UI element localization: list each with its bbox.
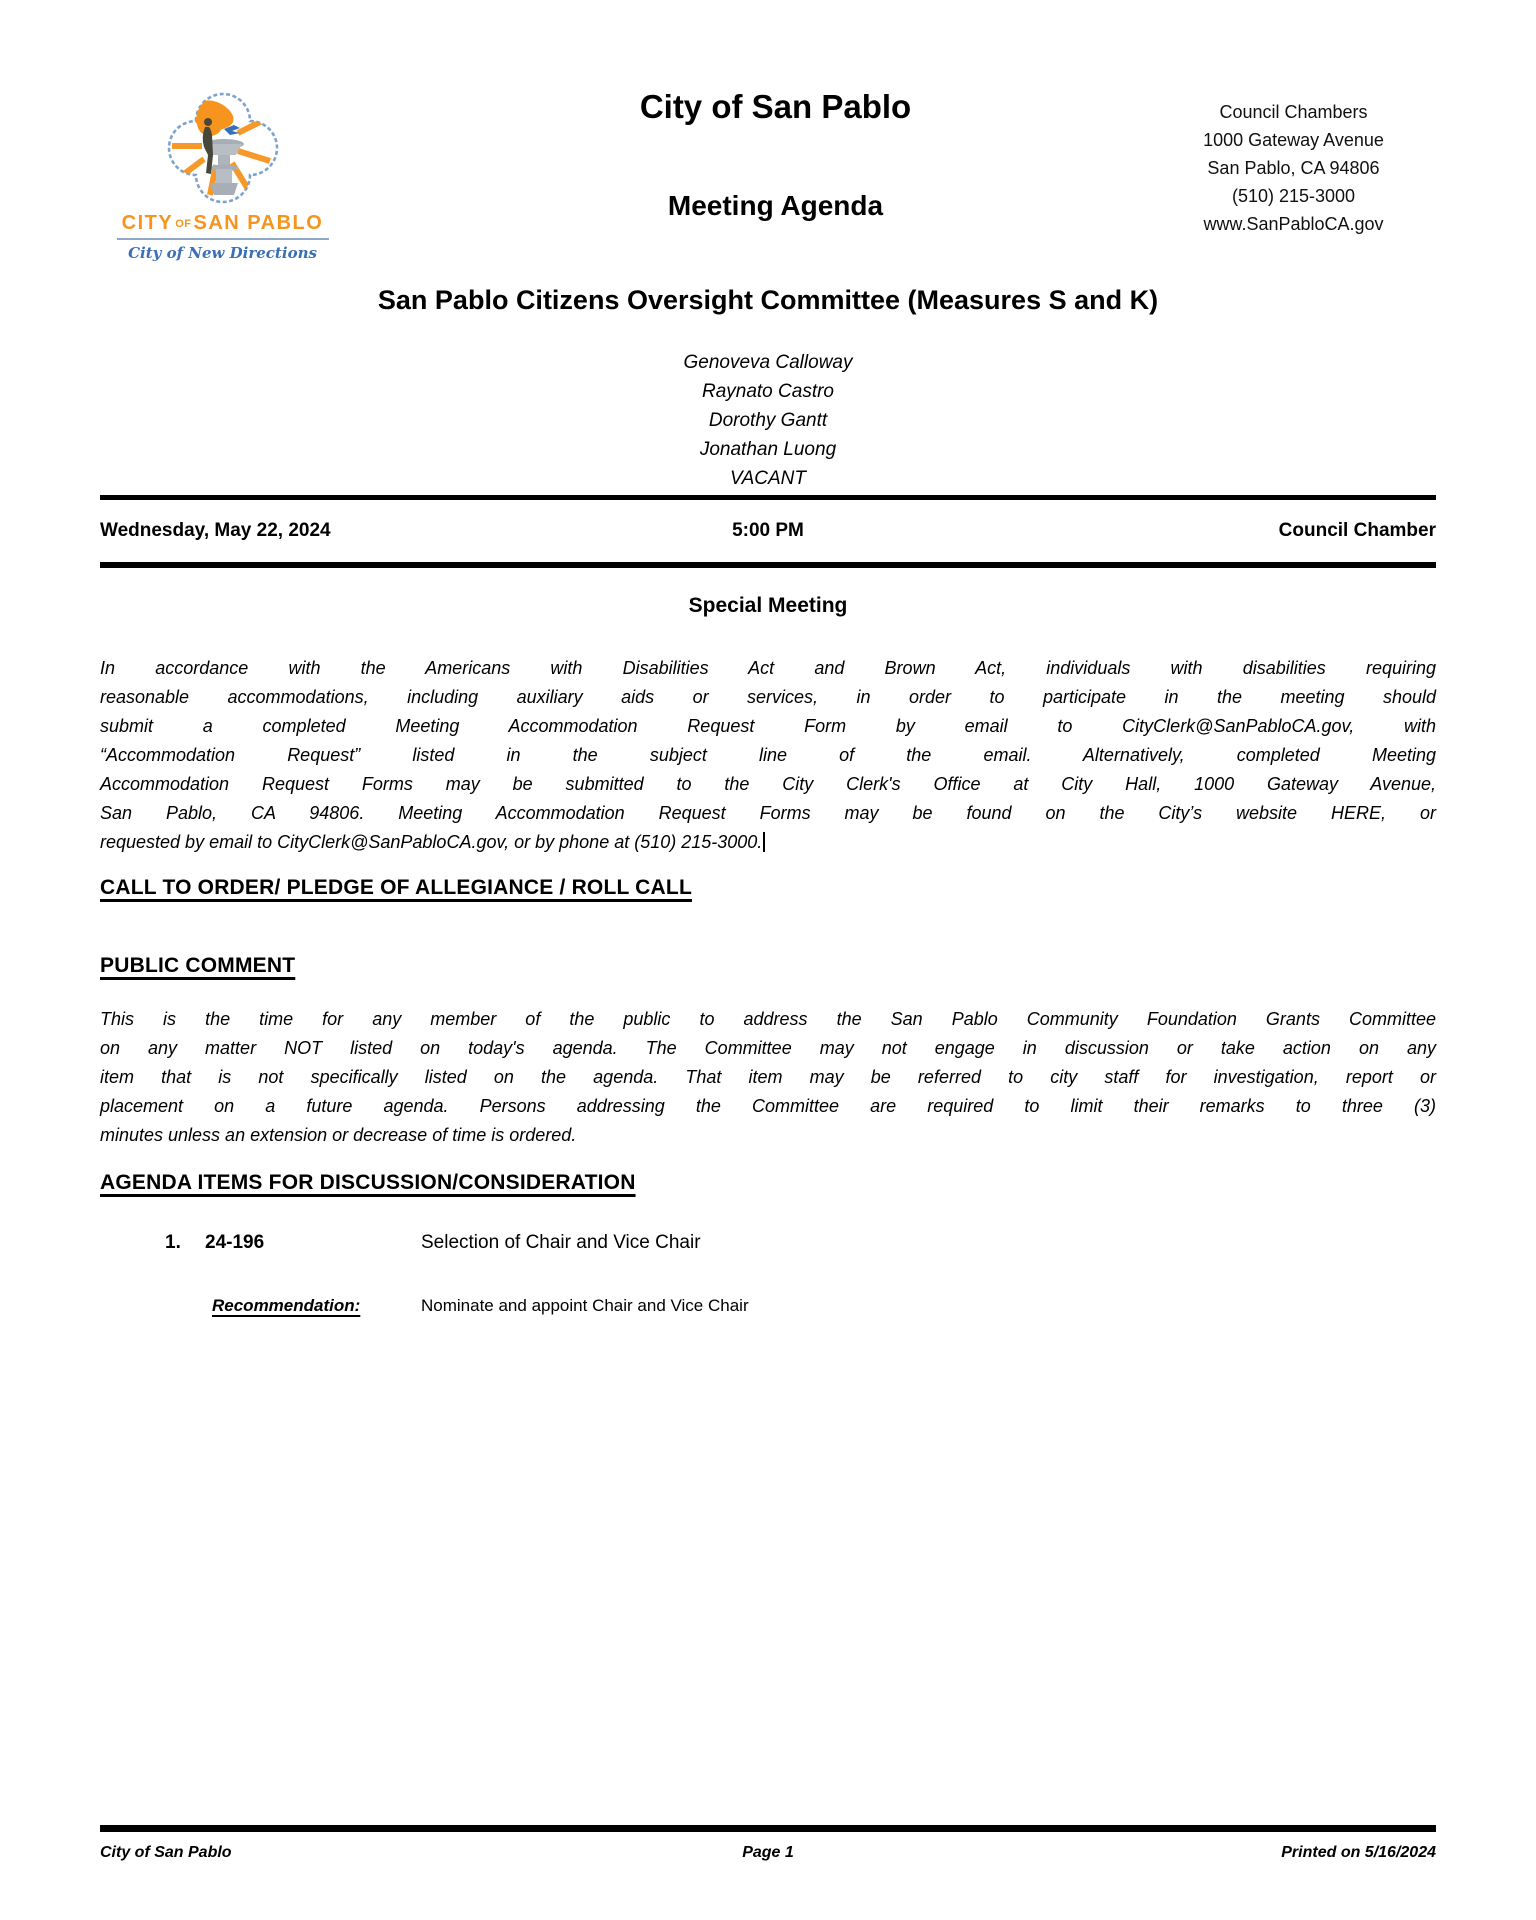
ada-notice-line: submit a completed Meeting Accommodation Request Form by email to CityClerk@SanPabloCA.gov, with [100, 716, 1436, 736]
recommendation-label: Recommendation: [212, 1296, 361, 1315]
agenda-item [100, 1232, 1436, 1254]
agenda-item-file-id[interactable]: 24-196 [205, 1232, 265, 1253]
venue-line: San Pablo, CA 94806 [1207, 158, 1380, 178]
ada-notice-line-text: requested by email to CityClerk@SanPabloCA.gov, or by phone at (510) 215-3000. [100, 832, 763, 852]
committee-member: Jonathan Luong [699, 439, 837, 460]
recommendation-text: Nominate and appoint Chair and Vice Chair [421, 1296, 749, 1315]
meeting-date: Wednesday, May 22, 2024 [100, 520, 331, 541]
section-public-comment: PUBLIC COMMENT [100, 954, 296, 977]
public-comment-text [100, 1005, 1436, 1150]
logo-wordmark [100, 212, 345, 235]
meeting-location: Council Chamber [1278, 520, 1436, 541]
header-titles [400, 88, 1151, 262]
section-call-to-order: CALL TO ORDER/ PLEDGE OF ALLEGIANCE / ROLL CALL [100, 876, 692, 899]
committee-member: Dorothy Gantt [708, 410, 828, 431]
venue-line: www.SanPabloCA.gov [1203, 214, 1384, 234]
divider-footer [100, 1825, 1436, 1832]
public-comment-line: on any matter NOT listed on today's agenda. The Committee may not engage in discussion or take action on any [100, 1038, 1436, 1058]
ada-notice-line: In accordance with the Americans with Disabilities Act and Brown Act, individuals with disabilities requiring [100, 658, 1436, 678]
footer-page-number: Page 1 [742, 1844, 794, 1861]
document-footer [100, 1825, 1436, 1862]
city-logo [100, 88, 345, 262]
ada-notice [100, 654, 1436, 857]
logo-word-of: OF [175, 218, 192, 230]
agenda-item-number: 1. [165, 1232, 181, 1253]
section-agenda-items: AGENDA ITEMS FOR DISCUSSION/CONSIDERATION [100, 1171, 636, 1194]
ada-notice-line: Accommodation Request Forms may be submitted to the City Clerk's Office at City Hall, 1000 Gateway Avenue, [100, 774, 1436, 794]
committee-member: Raynato Castro [701, 381, 834, 402]
committee-member: Genoveva Calloway [683, 352, 853, 373]
logo-word-city: CITY [121, 212, 174, 234]
public-comment-line: This is the time for any member of the public to address the San Pablo Community Foundation Grants Committee [100, 1009, 1436, 1029]
document-header [100, 0, 1436, 262]
agenda-item-title: Selection of Chair and Vice Chair [421, 1232, 701, 1253]
venue-address [1151, 88, 1436, 262]
ada-notice-line: San Pablo, CA 94806. Meeting Accommodation Request Forms may be found on the City’s website HERE, or [100, 803, 1436, 823]
public-comment-line: placement on a future agenda. Persons addressing the Committee are required to limit their remarks to three (3) [100, 1096, 1436, 1116]
committee-member: VACANT [729, 468, 807, 489]
venue-line: (510) 215-3000 [1231, 186, 1356, 206]
meeting-time: 5:00 PM [732, 520, 804, 541]
footer-left: City of San Pablo [100, 1844, 232, 1861]
ada-notice-line [100, 828, 1436, 857]
text-cursor [763, 832, 765, 852]
committee-members [100, 348, 1436, 493]
meeting-info-row [100, 500, 1436, 562]
meeting-type: Special Meeting [688, 594, 848, 617]
page-title: City of San Pablo [639, 88, 912, 125]
committee-name: San Pablo Citizens Oversight Committee (Measures S and K) [377, 285, 1159, 315]
document-type: Meeting Agenda [667, 190, 884, 221]
city-seal-icon [164, 88, 282, 208]
footer-print-date: Printed on 5/16/2024 [1281, 1844, 1436, 1861]
public-comment-line: minutes unless an extension or decrease of time is ordered. [100, 1125, 577, 1145]
logo-tagline: City of New Directions [128, 244, 317, 262]
logo-word-sanpablo: SAN PABLO [193, 212, 324, 234]
agenda-item-recommendation [100, 1296, 1436, 1316]
divider-mid [100, 562, 1436, 568]
logo-divider [117, 238, 329, 240]
venue-line: Council Chambers [1219, 102, 1368, 122]
ada-notice-line: “Accommodation Request” listed in the subject line of the email. Alternatively, completed Meeting [100, 745, 1436, 765]
venue-line: 1000 Gateway Avenue [1203, 130, 1384, 150]
ada-notice-line: reasonable accommodations, including auxiliary aids or services, in order to participate in the meeting should [100, 687, 1436, 707]
public-comment-line: item that is not specifically listed on the agenda. That item may be referred to city staff for investigation, report or [100, 1067, 1436, 1087]
